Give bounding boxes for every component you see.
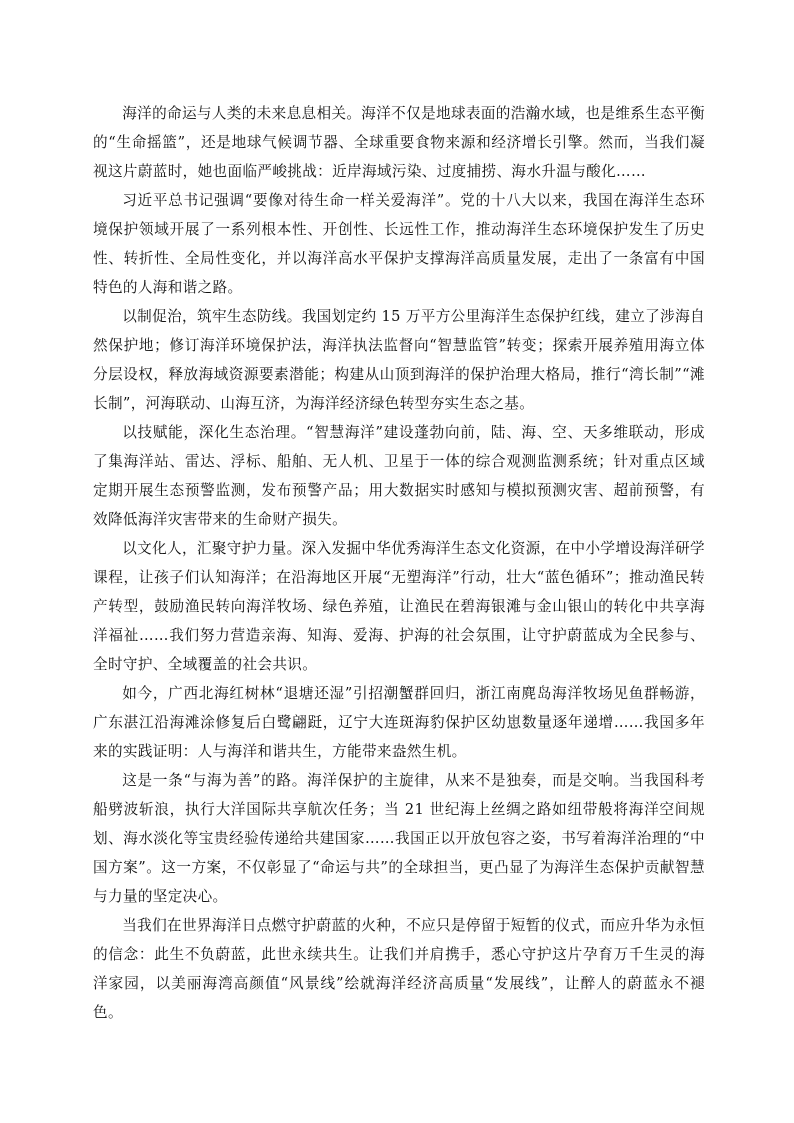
paragraph-7: 这是一条“与海为善”的路。海洋保护的主旋律，从来不是独奏，而是交响。当我国科考船劈波斩浪，执行大洋国际共享航次任务；当 21 世纪海上丝绸之路如纽带般将海洋空间规划、海水淡化等宝贵经验传递给共建国家……我国正以开放包容之姿，书写着海洋治理的“中国方案”。这一方案，不仅彰显了“命运与共”的全球担当，更凸显了为海洋生态保护贡献智慧与力量的坚定决心。 xyxy=(93,772,705,905)
paragraph-5: 以文化人，汇聚守护力量。深入发掘中华优秀海洋生态文化资源，在中小学增设海洋研学课程，让孩子们认知海洋；在沿海地区开展“无塑海洋”行动，壮大“蓝色循环”；推动渔民转产转型，鼓励渔民转向海洋牧场、绿色养殖，让渔民在碧海银滩与金山银山的转化中共享海洋福祉……我们努力营造亲海、知海、爱海、护海的社会氛围，让守护蔚蓝成为全民参与、全时守护、全域覆盖的社会共识。 xyxy=(93,540,705,673)
paragraph-6: 如今，广西北海红树林“退塘还湿”引招潮蟹群回归，浙江南麂岛海洋牧场见鱼群畅游，广东湛江沿海滩涂修复后白鹭翩跹，辽宁大连斑海豹保护区幼崽数量逐年递增……我国多年来的实践证明：人与海洋和谐共生，方能带来盎然生机。 xyxy=(93,685,705,760)
article-body xyxy=(93,99,705,1027)
paragraph-2: 习近平总书记强调“要像对待生命一样关爱海洋”。党的十八大以来，我国在海洋生态环境保护领域开展了一系列根本性、开创性、长远性工作，推动海洋生态环境保护发生了历史性、转折性、全局性变化，并以海洋高水平保护支撑海洋高质量发展，走出了一条富有中国特色的人海和谐之路。 xyxy=(93,192,705,296)
paragraph-8: 当我们在世界海洋日点燃守护蔚蓝的火种，不应只是停留于短暂的仪式，而应升华为永恒的信念：此生不负蔚蓝，此世永续共生。让我们并肩携手，悉心守护这片孕育万千生灵的海洋家园，以美丽海湾高颜值“风景线”绘就海洋经济高质量“发展线”，让醉人的蔚蓝永不褪色。 xyxy=(93,917,705,1021)
paragraph-3: 以制促治，筑牢生态防线。我国划定约 15 万平方公里海洋生态保护红线，建立了涉海自然保护地；修订海洋环境保护法，海洋执法监督向“智慧监管”转变；探索开展养殖用海立体分层设权，释放海域资源要素潜能；构建从山顶到海洋的保护治理大格局，推行“湾长制”“滩长制”，河海联动、山海互济，为海洋经济绿色转型夯实生态之基。 xyxy=(93,308,705,412)
paragraph-4: 以技赋能，深化生态治理。“智慧海洋”建设蓬勃向前，陆、海、空、天多维联动，形成了集海洋站、雷达、浮标、船舶、无人机、卫星于一体的综合观测监测系统；针对重点区域定期开展生态预警监测，发布预警产品；用大数据实时感知与模拟预测灾害、超前预警，有效降低海洋灾害带来的生命财产损失。 xyxy=(93,424,705,528)
paragraph-1: 海洋的命运与人类的未来息息相关。海洋不仅是地球表面的浩瀚水域，也是维系生态平衡的“生命摇篮”，还是地球气候调节器、全球重要食物来源和经济增长引擎。然而，当我们凝视这片蔚蓝时，她也面临严峻挑战：近岸海域污染、过度捕捞、海水升温与酸化…… xyxy=(93,105,705,180)
